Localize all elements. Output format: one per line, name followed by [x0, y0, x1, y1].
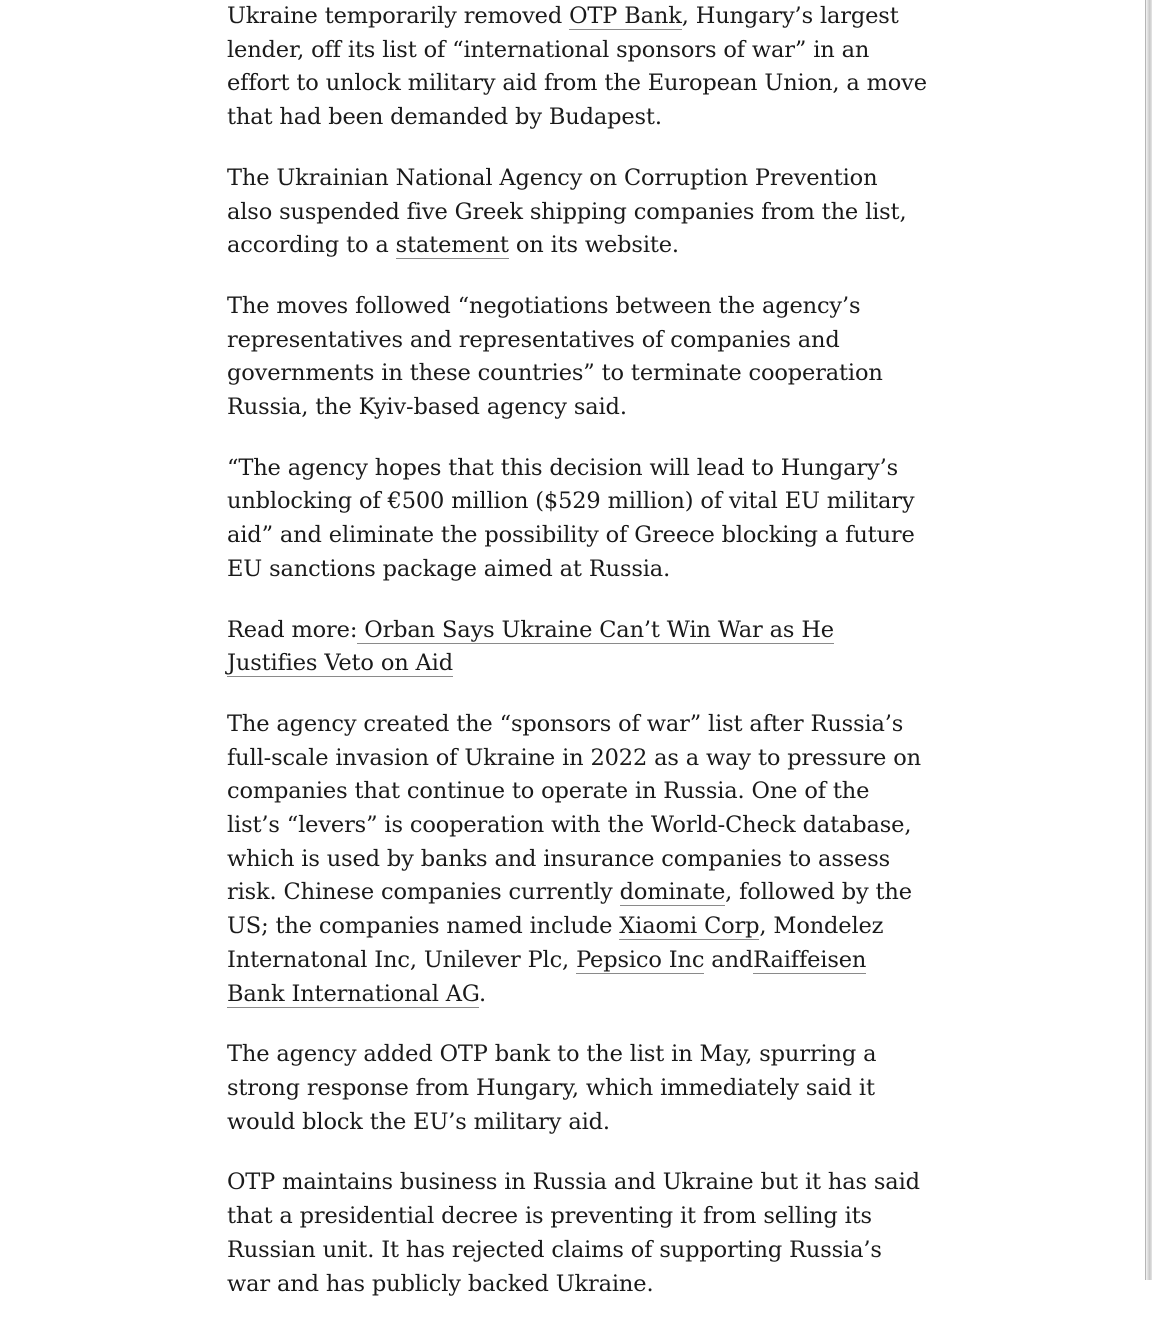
- paragraph-sponsors-list: [227, 708, 927, 1011]
- paragraph-negotiations: The moves followed “negotiations between the agency’s representatives and representatives of companies and governments in these countries” to terminate cooperation Russia, the Kyiv-based agency said.: [227, 292, 883, 421]
- paragraph-text: The Ukrainian National Agency on Corruption Prevention also suspended five Greek shipping companies from the list, according to a: [227, 164, 907, 259]
- paragraph-otp-added: The agency added OTP bank to the list in May, spurring a strong response from Hungary, which immediately said it would block the EU’s military aid.: [227, 1041, 877, 1135]
- orban-article-link[interactable]: Orban Says Ukraine Can’t Win War as He Justifies Veto on Aid: [227, 616, 834, 677]
- window-scrollbar-edge[interactable]: [1145, 0, 1152, 1280]
- article-body: [227, 0, 927, 1328]
- paragraph-text: , followed by the US; the companies named include: [227, 879, 912, 940]
- paragraph-read-more: [227, 614, 927, 681]
- paragraph-quote: “The agency hopes that this decision will lead to Hungary’s unblocking of €500 million ($529 million) of vital EU military aid” and eliminate the possibility of Greece blocking a future EU sanctions package aimed at Russia.: [227, 454, 915, 582]
- xiaomi-corp-link[interactable]: Xiaomi Corp: [619, 913, 760, 940]
- paragraph-otp-business: OTP maintains business in Russia and Ukraine but it has said that a presidential decree is preventing it from selling its Russian unit. It has rejected claims of supporting Russia’s war and has publicly backed Ukraine.: [227, 1169, 920, 1297]
- paragraph-text: The agency created the “sponsors of war” list after Russia’s full-scale invasion of Ukraine in 2022 as a way to pressure on companies that continue to operate in Russia. One of the list’s “levers” is cooperation with the World-Check database, which is used by banks and insurance companies to assess risk. Chinese companies currently: [227, 710, 921, 906]
- pepsico-inc-link[interactable]: Pepsico Inc: [576, 946, 705, 973]
- paragraph-text: .: [478, 980, 486, 1007]
- otp-bank-link[interactable]: OTP Bank: [569, 3, 682, 29]
- paragraph-text: , Hungary’s largest lender, off its list of “international sponsors of war” in an effort to unlock military aid from the European Union, a move that had been demanded by Budapest.: [227, 3, 927, 131]
- paragraph-text: on its website.: [508, 232, 679, 259]
- paragraph-greek-shipping: [227, 162, 927, 263]
- paragraph-text: Ukraine temporarily removed: [227, 3, 570, 29]
- dominate-link[interactable]: dominate: [619, 879, 726, 906]
- read-more-label: Read more:: [227, 616, 358, 643]
- paragraph-otp-removed: [227, 0, 927, 135]
- paragraph-text: and: [704, 946, 754, 973]
- statement-link[interactable]: statement: [395, 232, 509, 259]
- paragraph-text: , Mondelez Internatonal Inc, Unilever Plc,: [227, 913, 884, 973]
- raiffeisen-bank-link[interactable]: Raiffeisen Bank International AG: [227, 946, 867, 1007]
